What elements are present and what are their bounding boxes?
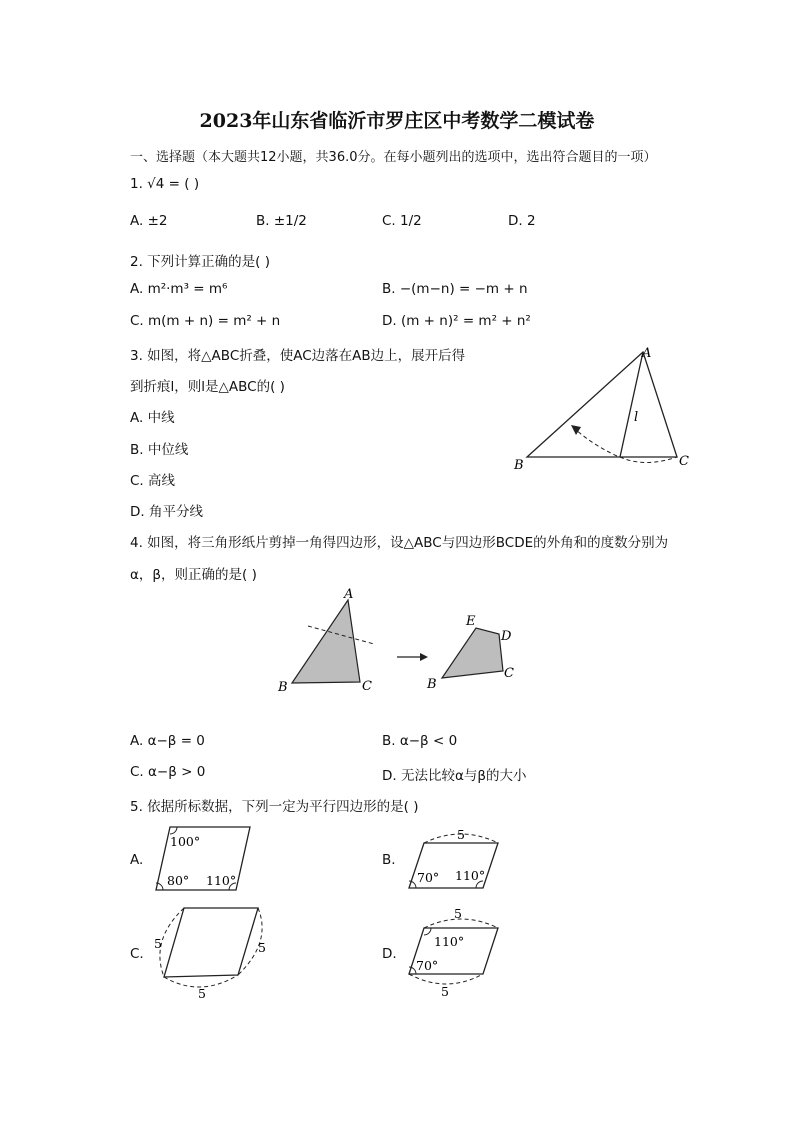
label-c: C — [679, 454, 689, 469]
q5-figure-a — [150, 820, 260, 896]
q4-option-b[interactable]: B. α−β < 0 — [382, 733, 458, 749]
q2-option-c[interactable]: C. m(m + n) = m² + n — [130, 313, 281, 329]
q1-option-c[interactable]: C. 1/2 — [382, 213, 422, 229]
label-a: A — [344, 587, 354, 602]
arrow-right-icon — [420, 653, 428, 661]
q4-option-c[interactable]: C. α−β > 0 — [130, 764, 206, 780]
q5-option-a[interactable]: A. — [130, 852, 144, 868]
q5-figure-c — [150, 900, 270, 1004]
section-heading: 一、选择题（本大题共12小题，共36.0分。在每小题列出的选项中，选出符合题目的一项） — [130, 150, 657, 165]
q2-option-d[interactable]: D. (m + n)² = m² + n² — [382, 313, 531, 329]
side-top-label: 5 — [457, 827, 465, 842]
angle-bl-label: 70° — [417, 870, 440, 885]
label-d: D — [501, 629, 512, 644]
q5-stem: 5. 依据所标数据，下列一定为平行四边形的是( ) — [130, 799, 419, 815]
q3-option-c[interactable]: C. 高线 — [130, 473, 176, 489]
q3-stem-line2: 到折痕l，则l是△ABC的( ) — [130, 379, 285, 395]
label-b2: B — [427, 677, 437, 692]
q4-stem-line1: 4. 如图，将三角形纸片剪掉一角得四边形，设△ABC与四边形BCDE的外角和的度数分别为 — [130, 535, 669, 551]
q5-figure-d — [400, 904, 515, 1000]
q3-triangle-figure — [505, 340, 705, 475]
angle-br-label: 110° — [455, 868, 486, 883]
side-bottom-label: 5 — [441, 984, 449, 999]
side-bottom-label: 5 — [198, 986, 206, 1001]
crease-line — [620, 352, 643, 457]
q1-option-a[interactable]: A. ±2 — [130, 213, 168, 229]
q1-option-b[interactable]: B. ±1/2 — [256, 213, 307, 229]
q2-option-a[interactable]: A. m²·m³ = m⁶ — [130, 281, 228, 297]
label-a: A — [642, 346, 652, 361]
q5-option-b[interactable]: B. — [382, 852, 396, 868]
q4-option-d[interactable]: D. 无法比较α与β的大小 — [382, 768, 527, 784]
label-e: E — [466, 614, 476, 629]
side-left-label: 5 — [154, 936, 162, 951]
q3-stem-line1: 3. 如图，将△ABC折叠，使AC边落在AB边上，展开后得 — [130, 348, 466, 364]
label-l: l — [634, 410, 639, 425]
angle-bl-label: 70° — [416, 958, 439, 973]
quadrilateral-bcde — [442, 628, 503, 678]
q3-option-a[interactable]: A. 中线 — [130, 410, 175, 426]
q1-stem: 1. √4 = ( ) — [130, 176, 200, 192]
label-b: B — [514, 458, 524, 473]
q4-option-a[interactable]: A. α−β = 0 — [130, 733, 205, 749]
side-top-label: 5 — [454, 906, 462, 921]
angle-inner-label: 110° — [434, 934, 465, 949]
triangle-abc — [527, 352, 677, 457]
angle-top-label: 100° — [170, 834, 201, 849]
angle-bl-label: 80° — [167, 873, 190, 888]
quadrilateral-c — [164, 908, 258, 977]
q5-option-c[interactable]: C. — [130, 946, 144, 962]
fold-arrow — [575, 429, 617, 456]
triangle-abc — [292, 600, 360, 683]
side-right-label: 5 — [258, 940, 266, 955]
angle-br-label: 110° — [206, 873, 237, 888]
q3-option-d[interactable]: D. 角平分线 — [130, 504, 203, 520]
q1-option-d[interactable]: D. 2 — [508, 213, 536, 229]
label-c: C — [362, 679, 372, 694]
q4-stem-line2: α，β，则正确的是( ) — [130, 567, 257, 583]
q2-option-b[interactable]: B. −(m−n) = −m + n — [382, 281, 528, 297]
page-title: 2023年山东省临沂市罗庄区中考数学二模试卷 — [199, 110, 595, 132]
label-b: B — [278, 680, 288, 695]
arrow-head-icon — [571, 425, 581, 435]
q3-option-b[interactable]: B. 中位线 — [130, 442, 189, 458]
fold-dash-arc — [620, 457, 677, 463]
label-c2: C — [504, 666, 514, 681]
q4-cut-figure — [270, 585, 530, 697]
q5-figure-b — [400, 825, 510, 893]
q5-option-d[interactable]: D. — [382, 946, 397, 962]
q2-stem: 2. 下列计算正确的是( ) — [130, 254, 270, 270]
